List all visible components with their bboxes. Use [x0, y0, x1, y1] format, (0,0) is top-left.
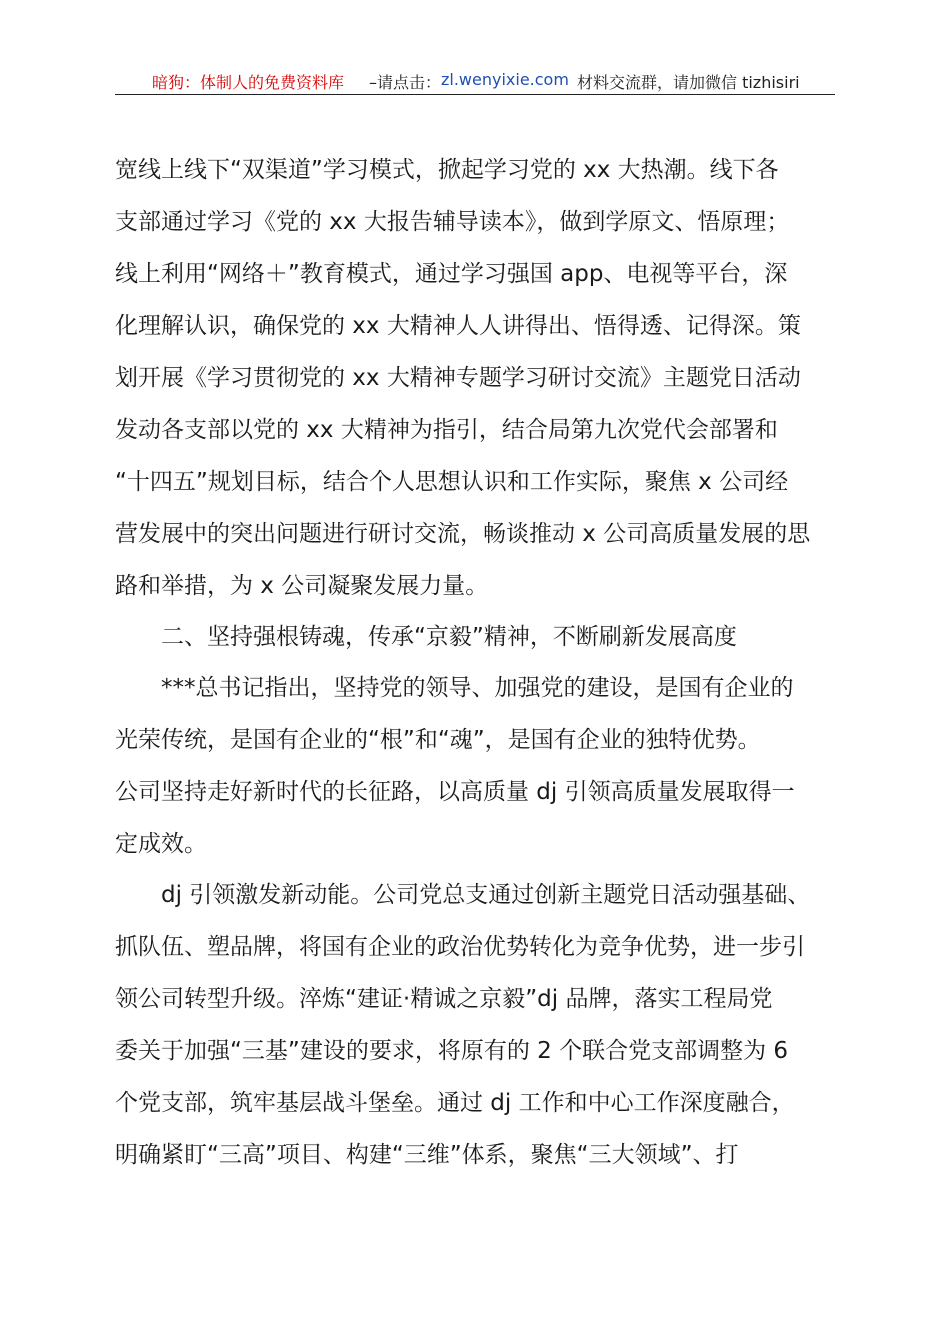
body-line: ***总书记指出，坚持党的领导、加强党的建设，是国有企业的 — [115, 675, 794, 701]
header-prompt: –请点击： — [369, 73, 442, 92]
body-line: 定成效。 — [115, 831, 207, 857]
body-line: “十四五”规划目标，结合个人思想认识和工作实际，聚焦 x 公司经 — [115, 469, 789, 495]
body-line: 委关于加强“三基”建设的要求，将原有的 2 个联合党支部调整为 6 — [115, 1038, 789, 1064]
body-line: 发动各支部以党的 xx 大精神为指引，结合局第九次党代会部署和 — [115, 417, 778, 443]
body-line: 抓队伍、塑品牌，将国有企业的政治优势转化为竞争优势，进一步引 — [115, 934, 805, 960]
body-line: 营发展中的突出问题进行研讨交流，畅谈推动 x 公司高质量发展的思 — [115, 521, 811, 547]
body-line: 明确紧盯“三高”项目、构建“三维”体系，聚焦“三大领域”、打 — [115, 1142, 739, 1168]
body-line: 光荣传统，是国有企业的“根”和“魂”，是国有企业的独特优势。 — [115, 727, 761, 753]
body-line: 领公司转型升级。淬炼“建证·精诚之京毅”dj 品牌，落实工程局党 — [115, 986, 773, 1012]
page-header — [115, 66, 835, 95]
body-line: 个党支部，筑牢基层战斗堡垒。通过 dj 工作和中心工作深度融合， — [115, 1090, 795, 1116]
header-contact: 材料交流群，请加微信 tizhisiri — [577, 73, 800, 92]
body-line: 划开展《学习贯彻党的 xx 大精神专题学习研讨交流》主题党日活动 — [115, 365, 801, 391]
header-site-name: 暗狗：体制人的免费资料库 — [152, 73, 345, 92]
body-line: 线上利用“网络＋”教育模式，通过学习强国 app、电视等平台，深 — [115, 261, 788, 287]
section-heading: 二、坚持强根铸魂，传承“京毅”精神，不断刷新发展高度 — [115, 624, 737, 650]
body-line: 支部通过学习《党的 xx 大报告辅导读本》，做到学原文、悟原理； — [115, 209, 790, 235]
body-line: 化理解认识，确保党的 xx 大精神人人讲得出、悟得透、记得深。策 — [115, 313, 801, 339]
header-url-link[interactable]: zl.wenyixie.com — [441, 70, 569, 89]
body-line: dj 引领激发新动能。公司党总支通过创新主题党日活动强基础、 — [115, 882, 811, 908]
body-line: 公司坚持走好新时代的长征路，以高质量 dj 引领高质量发展取得一 — [115, 779, 795, 805]
body-line: 路和举措，为 x 公司凝聚发展力量。 — [115, 573, 489, 599]
body-line: 宽线上线下“双渠道”学习模式，掀起学习党的 xx 大热潮。线下各 — [115, 157, 779, 183]
